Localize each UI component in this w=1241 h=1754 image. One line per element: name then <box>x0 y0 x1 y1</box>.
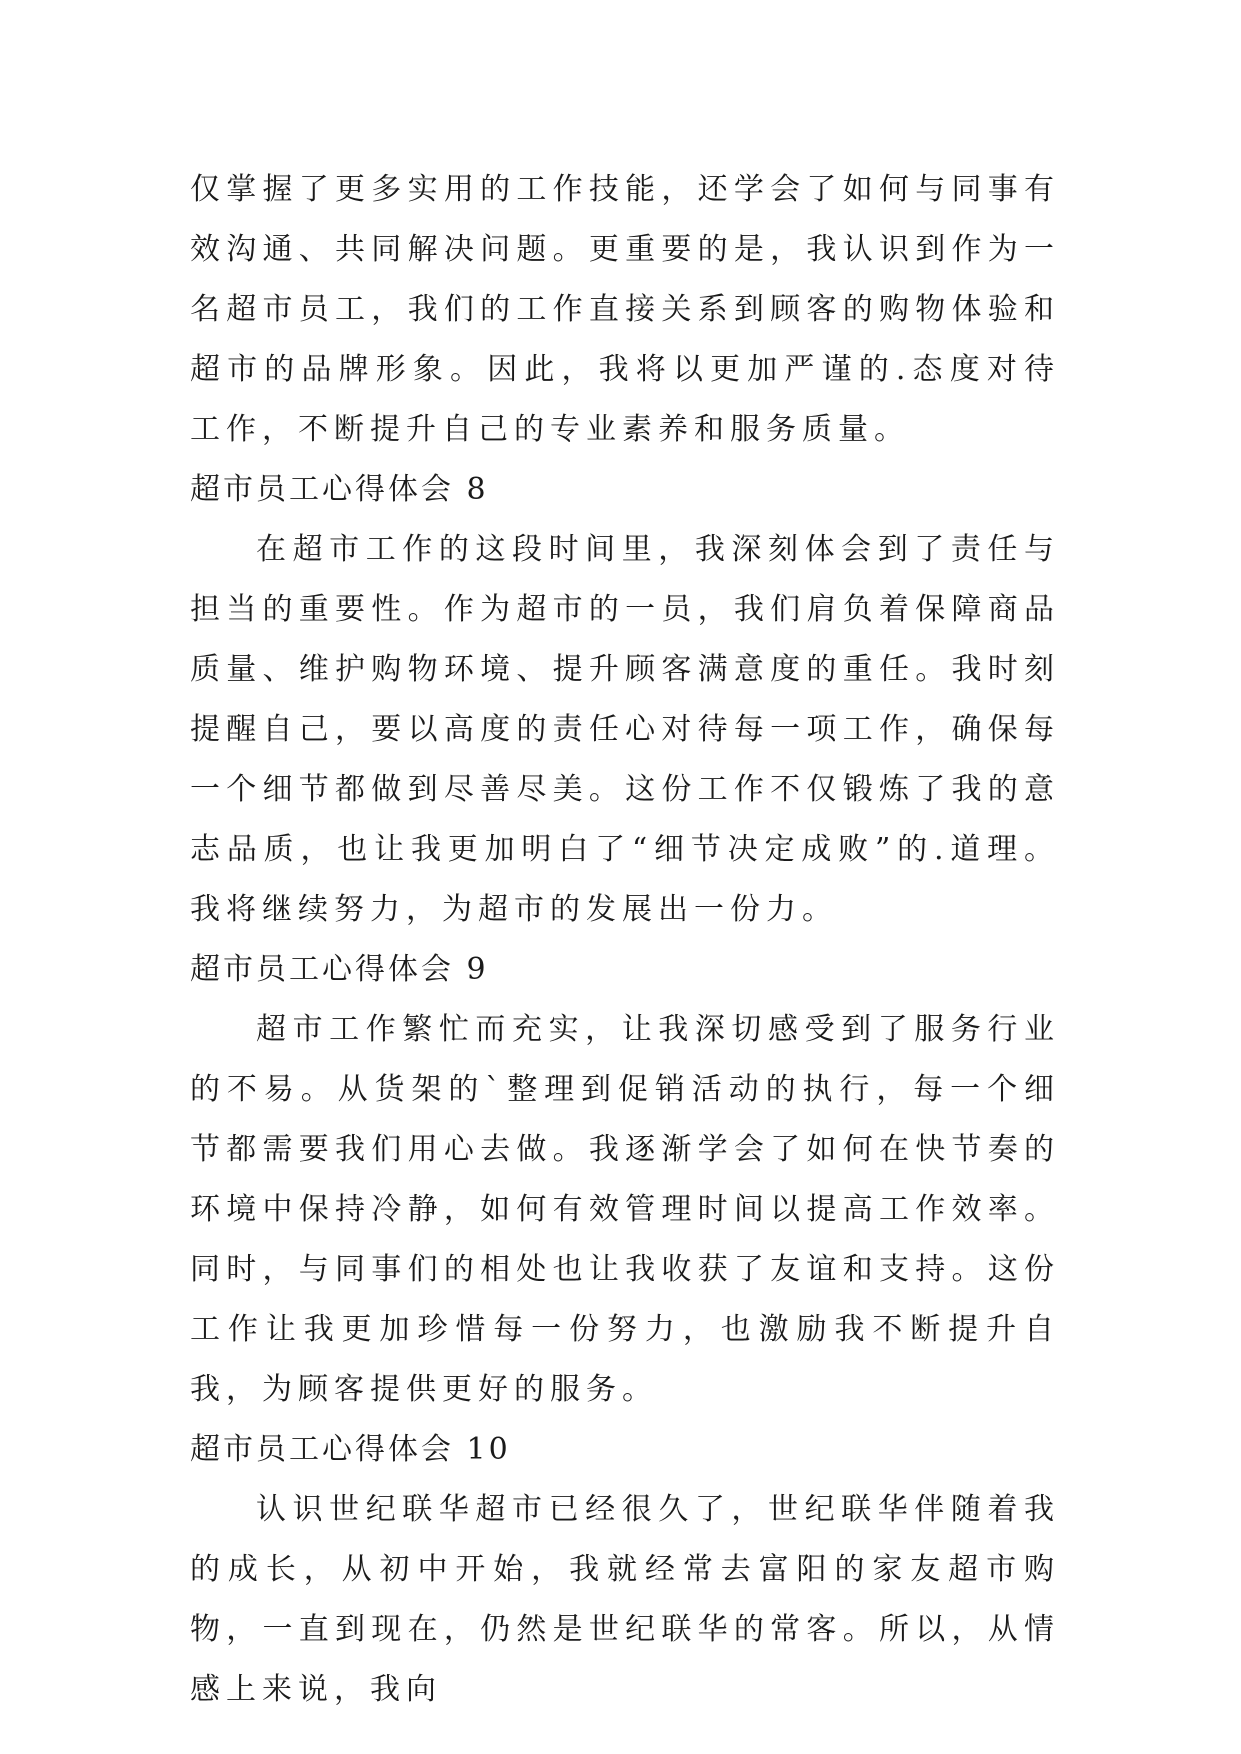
paragraph-section-10: 认识世纪联华超市已经很久了，世纪联华伴随着我的成长，从初中开始，我就经常去富阳的家友超市购物，一直到现在，仍然是世纪联华的常客。所以，从情感上来说，我向 <box>190 1492 1060 1707</box>
paragraph-section-8: 在超市工作的这段时间里，我深刻体会到了责任与担当的重要性。作为超市的一员，我们肩负着保障商品质量、维护购物环境、提升顾客满意度的重任。我时刻提醒自己，要以高度的责任心对待每一项工作，确保每一个细节都做到尽善尽美。这份工作不仅锻炼了我的意志品质，也让我更加明白了“细节决定成败”的.道理。我将继续努力，为超市的发展出一份力。 <box>190 532 1060 927</box>
section-heading-10: 超市员工心得体会 10 <box>190 1432 511 1467</box>
section-heading-9: 超市员工心得体会 9 <box>190 952 489 987</box>
section-heading-8: 超市员工心得体会 8 <box>190 472 489 507</box>
paragraph-continued: 仅掌握了更多实用的工作技能，还学会了如何与同事有效沟通、共同解决问题。更重要的是，我认识到作为一名超市员工，我们的工作直接关系到顾客的购物体验和超市的品牌形象。因此，我将以更加严谨的.态度对待工作，不断提升自己的专业素养和服务质量。 <box>190 172 1060 447</box>
document-body <box>190 160 1060 1720</box>
paragraph-section-9: 超市工作繁忙而充实，让我深切感受到了服务行业的不易。从货架的`整理到促销活动的执行，每一个细节都需要我们用心去做。我逐渐学会了如何在快节奏的环境中保持冷静，如何有效管理时间以提高工作效率。同时，与同事们的相处也让我收获了友谊和支持。这份工作让我更加珍惜每一份努力，也激励我不断提升自我，为顾客提供更好的服务。 <box>190 1012 1060 1407</box>
